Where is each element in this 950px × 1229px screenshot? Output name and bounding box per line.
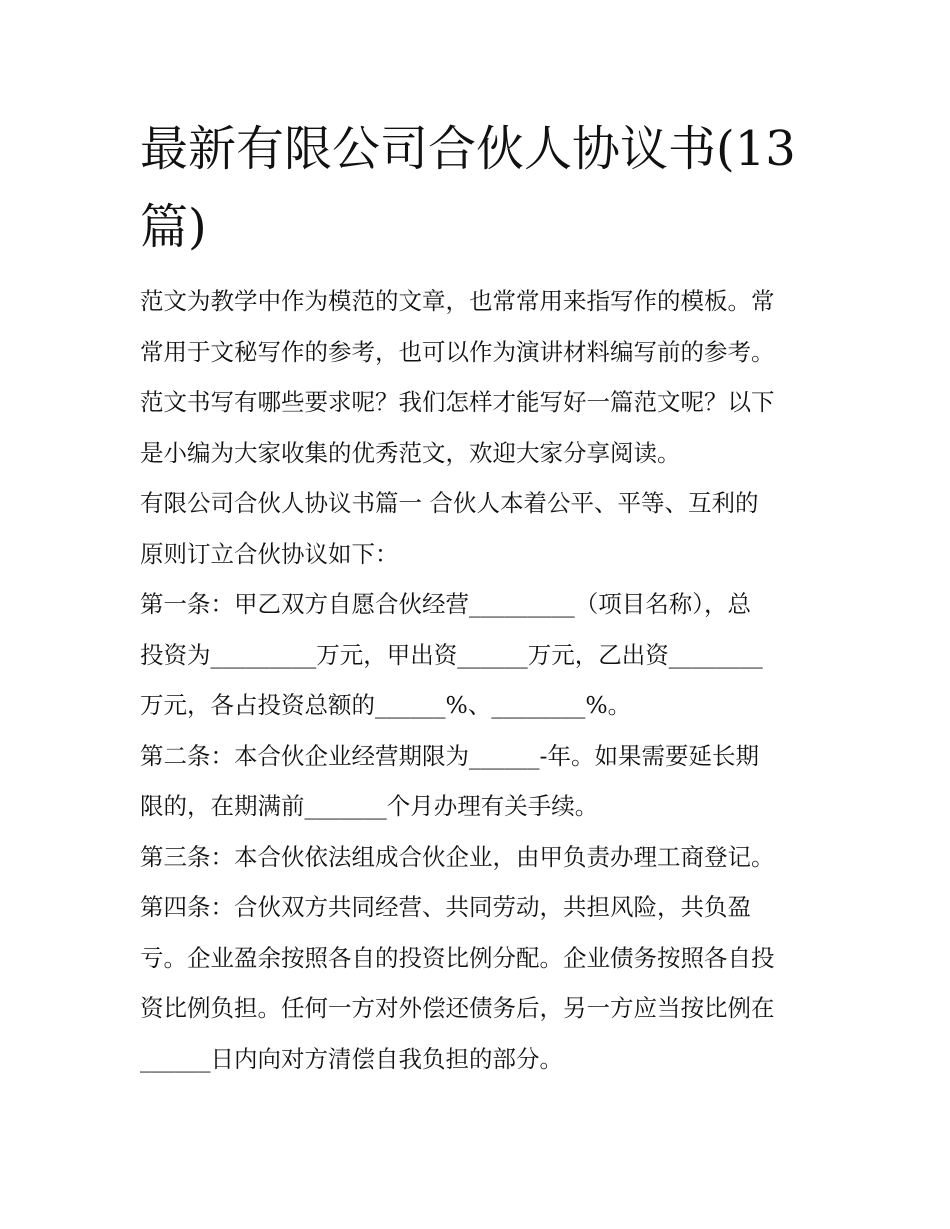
title-line-1: 最新有限公司合伙人协议书(13 — [140, 121, 796, 177]
text-line: 万元，各占投资总额的______%、________%。 — [140, 691, 632, 719]
text-line: 范文书写有哪些要求呢？我们怎样才能写好一篇范文呢？以下 — [140, 388, 775, 416]
text-line: 投资为_________万元，甲出资______万元，乙出资________ — [140, 640, 763, 669]
clause-3-line: 第三条：本合伙依法组成合伙企业，由甲负责办理工商登记。 — [140, 842, 775, 871]
text-line: 是小编为大家收集的优秀范文，欢迎大家分享阅读。 — [140, 438, 681, 467]
document-body — [140, 280, 820, 1088]
text-line: 原则订立合伙协议如下： — [140, 539, 399, 568]
text-line: 范文为教学中作为模范的文章，也常常用来指写作的模板。常 — [140, 287, 775, 315]
clause-4-line: 第四条：合伙双方共同经营、共同劳动，共担风险，共负盈 — [140, 893, 751, 921]
title-line-2: 篇) — [140, 199, 207, 255]
text-line: ______日内向对方清偿自我负担的部分。 — [140, 1044, 563, 1073]
text-line: 亏。企业盈余按照各自的投资比例分配。企业债务按照各自投 — [140, 943, 775, 972]
section-heading-line: 有限公司合伙人协议书篇一 合伙人本着公平、平等、互利的 — [140, 489, 759, 517]
clause-2-line: 第二条：本合伙企业经营期限为______-年。如果需要延长期 — [140, 741, 759, 770]
clause-1-line: 第一条：甲乙双方自愿合伙经营_________（项目名称），总 — [140, 590, 751, 618]
text-line: 限的，在期满前_______个月办理有关手续。 — [140, 792, 599, 820]
page-title — [140, 110, 820, 266]
text-line: 常用于文秘写作的参考，也可以作为演讲材料编写前的参考。 — [140, 337, 775, 366]
text-line: 资比例负担。任何一方对外偿还债务后，另一方应当按比例在 — [140, 994, 775, 1022]
